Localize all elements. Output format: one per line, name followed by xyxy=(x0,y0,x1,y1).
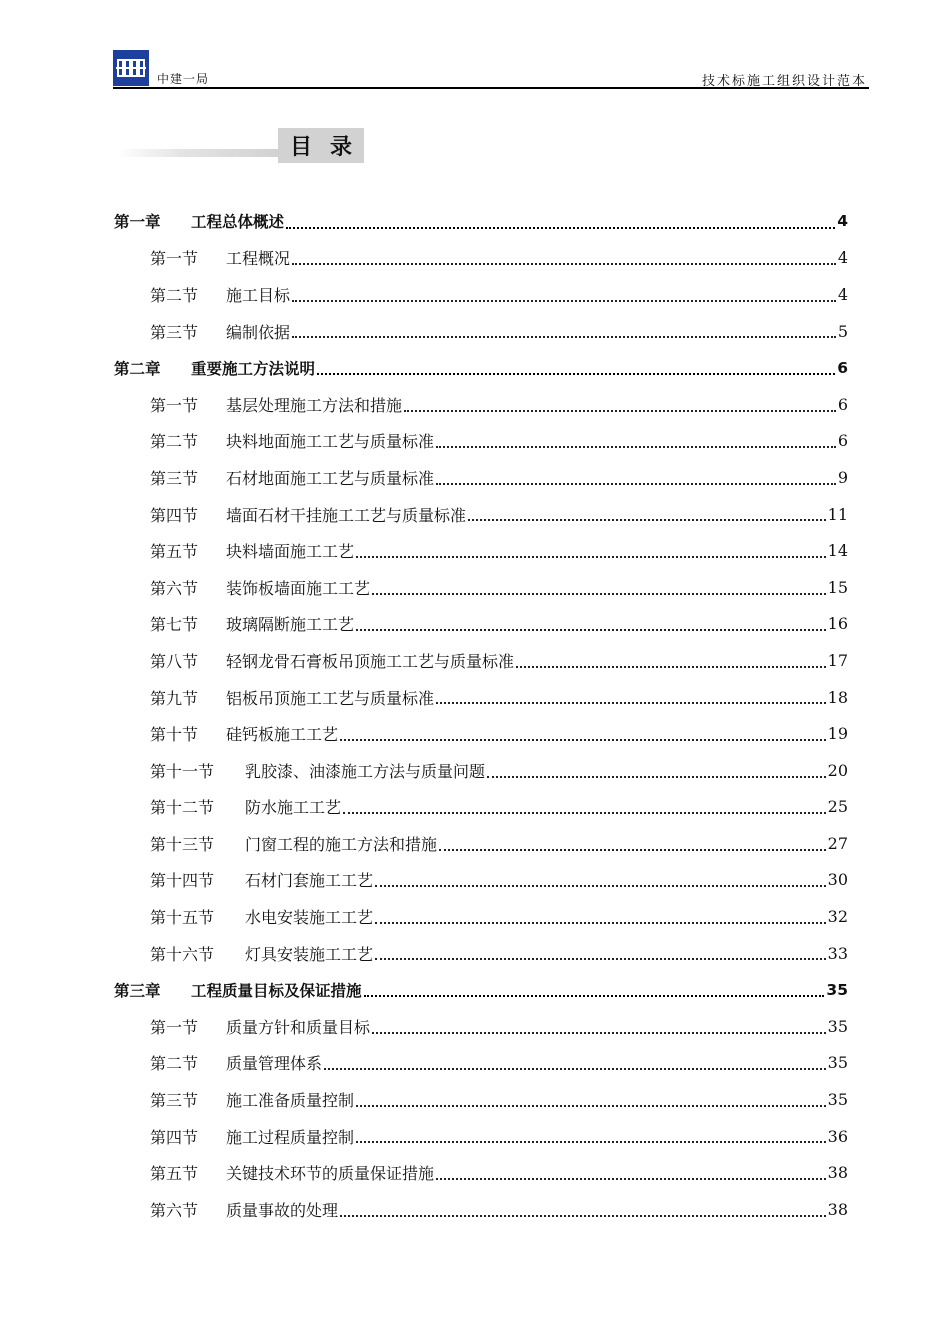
company-logo xyxy=(113,50,149,86)
toc-page-number: 35 xyxy=(827,1090,848,1110)
toc-page-number: 35 xyxy=(827,1016,848,1036)
toc-entry-title: 铝板吊顶施工工艺与质量标准 xyxy=(226,688,435,708)
toc-page-number: 4 xyxy=(837,212,848,231)
toc-entry-number: 第一章 xyxy=(114,213,161,232)
toc-dot-leader xyxy=(356,1140,826,1143)
toc-entry-title: 灯具安装施工工艺 xyxy=(245,944,374,964)
toc-entry-number: 第四节 xyxy=(150,1127,199,1147)
toc-chapter-entry[interactable] xyxy=(114,971,848,1008)
toc-section-entry[interactable] xyxy=(114,423,848,460)
toc-page-number: 9 xyxy=(837,467,848,487)
toc-dot-leader xyxy=(292,299,836,302)
toc-page-number: 14 xyxy=(827,541,848,561)
toc-dot-leader xyxy=(404,409,836,412)
toc-dot-leader xyxy=(439,848,826,851)
document-title: 技术标施工组织设计范本 xyxy=(701,74,867,89)
toc-page-number: 5 xyxy=(837,321,848,341)
toc-dot-leader xyxy=(372,592,826,595)
toc-section-entry[interactable] xyxy=(114,679,848,716)
toc-dot-leader xyxy=(356,555,826,558)
toc-dot-leader xyxy=(436,1177,826,1180)
toc-dot-leader xyxy=(324,1067,826,1070)
toc-entry-number: 第一节 xyxy=(150,249,199,269)
toc-section-entry[interactable] xyxy=(114,1008,848,1045)
toc-entry-title: 重要施工方法说明 xyxy=(191,359,316,378)
toc-page-number: 32 xyxy=(827,907,848,927)
page-header xyxy=(113,50,869,90)
toc-entry-number: 第一节 xyxy=(150,395,199,415)
toc-dot-leader xyxy=(340,738,826,741)
header-rule xyxy=(113,87,869,89)
toc-page-number: 38 xyxy=(827,1199,848,1219)
toc-page-number: 17 xyxy=(827,650,848,670)
toc-entry-title: 工程质量目标及保证措施 xyxy=(191,981,362,1000)
toc-entry-title: 装饰板墙面施工工艺 xyxy=(226,578,371,598)
table-of-contents xyxy=(114,203,848,1228)
toc-entry-title: 轻钢龙骨石膏板吊顶施工工艺与质量标准 xyxy=(226,651,515,671)
toc-section-entry[interactable] xyxy=(114,569,848,606)
toc-entry-title: 工程总体概述 xyxy=(191,213,285,232)
toc-entry-title: 乳胶漆、油漆施工方法与质量问题 xyxy=(245,761,486,781)
toc-heading-bar xyxy=(116,149,278,157)
toc-dot-leader xyxy=(343,811,826,814)
toc-section-entry[interactable] xyxy=(114,276,848,313)
toc-section-entry[interactable] xyxy=(114,606,848,643)
toc-entry-number: 第三节 xyxy=(150,468,199,488)
toc-entry-number: 第十一节 xyxy=(150,761,215,781)
toc-entry-number: 第二节 xyxy=(150,1054,199,1074)
toc-entry-number: 第五节 xyxy=(150,1164,199,1184)
toc-entry-title: 关键技术环节的质量保证措施 xyxy=(226,1164,435,1184)
toc-page-number: 27 xyxy=(827,833,848,853)
toc-heading-box xyxy=(278,128,370,163)
toc-dot-leader xyxy=(286,226,835,229)
toc-entry-title: 质量事故的处理 xyxy=(226,1200,339,1220)
toc-dot-leader xyxy=(375,921,826,924)
toc-page-number: 6 xyxy=(837,358,848,377)
toc-entry-title: 施工目标 xyxy=(226,285,291,305)
toc-page-number: 38 xyxy=(827,1163,848,1183)
toc-entry-number: 第三章 xyxy=(114,981,161,1000)
toc-entry-number: 第七节 xyxy=(150,615,199,635)
toc-section-entry[interactable] xyxy=(114,825,848,862)
toc-page-number: 36 xyxy=(827,1126,848,1146)
toc-section-entry[interactable] xyxy=(114,386,848,423)
toc-section-entry[interactable] xyxy=(114,496,848,533)
toc-dot-leader xyxy=(436,482,836,485)
toc-chapter-entry[interactable] xyxy=(114,349,848,386)
toc-entry-number: 第十四节 xyxy=(150,871,215,891)
toc-entry-number: 第三节 xyxy=(150,1091,199,1111)
toc-dot-leader xyxy=(364,994,825,997)
toc-entry-title: 质量方针和质量目标 xyxy=(226,1017,371,1037)
toc-dot-leader xyxy=(292,335,836,338)
toc-section-entry[interactable] xyxy=(114,752,848,789)
toc-section-entry[interactable] xyxy=(114,240,848,277)
toc-entry-title: 块料地面施工工艺与质量标准 xyxy=(226,432,435,452)
toc-entry-number: 第六节 xyxy=(150,1200,199,1220)
toc-entry-number: 第二节 xyxy=(150,432,199,452)
toc-dot-leader xyxy=(468,518,826,521)
toc-section-entry[interactable] xyxy=(114,1191,848,1228)
toc-section-entry[interactable] xyxy=(114,1081,848,1118)
toc-heading: 目录 xyxy=(289,135,370,160)
toc-entry-title: 墙面石材干挂施工工艺与质量标准 xyxy=(226,505,467,525)
toc-page-number: 18 xyxy=(827,687,848,707)
toc-entry-title: 质量管理体系 xyxy=(226,1054,323,1074)
toc-dot-leader xyxy=(436,445,836,448)
cscec-logo-icon xyxy=(116,57,146,79)
toc-page-number: 16 xyxy=(827,614,848,634)
toc-page-number: 19 xyxy=(827,724,848,744)
toc-entry-number: 第十六节 xyxy=(150,944,215,964)
toc-section-entry[interactable] xyxy=(114,459,848,496)
toc-dot-leader xyxy=(375,884,826,887)
toc-entry-number: 第六节 xyxy=(150,578,199,598)
toc-page-number: 6 xyxy=(837,394,848,414)
toc-section-entry[interactable] xyxy=(114,715,848,752)
toc-section-entry[interactable] xyxy=(114,1045,848,1082)
toc-page-number: 4 xyxy=(837,248,848,268)
toc-entry-number: 第五节 xyxy=(150,542,199,562)
toc-entry-title: 工程概况 xyxy=(226,249,291,269)
toc-page-number: 11 xyxy=(827,504,848,524)
toc-section-entry[interactable] xyxy=(114,1154,848,1191)
toc-dot-leader xyxy=(372,1031,826,1034)
toc-section-entry[interactable] xyxy=(114,642,848,679)
toc-dot-leader xyxy=(317,372,835,375)
toc-page-number: 6 xyxy=(837,431,848,451)
toc-section-entry[interactable] xyxy=(114,789,848,826)
toc-entry-number: 第十二节 xyxy=(150,798,215,818)
toc-section-entry[interactable] xyxy=(114,898,848,935)
toc-entry-number: 第四节 xyxy=(150,505,199,525)
toc-dot-leader xyxy=(375,957,826,960)
toc-entry-title: 施工过程质量控制 xyxy=(226,1127,355,1147)
toc-chapter-entry[interactable] xyxy=(114,203,848,240)
toc-entry-number: 第十三节 xyxy=(150,834,215,854)
toc-section-entry[interactable] xyxy=(114,935,848,972)
toc-section-entry[interactable] xyxy=(114,1118,848,1155)
toc-entry-title: 门窗工程的施工方法和措施 xyxy=(245,834,438,854)
toc-dot-leader xyxy=(340,1214,826,1217)
toc-entry-title: 基层处理施工方法和措施 xyxy=(226,395,403,415)
toc-entry-title: 玻璃隔断施工工艺 xyxy=(226,615,355,635)
toc-entry-number: 第三节 xyxy=(150,322,199,342)
toc-page-number: 4 xyxy=(837,284,848,304)
toc-entry-title: 石材地面施工工艺与质量标准 xyxy=(226,468,435,488)
toc-entry-number: 第十节 xyxy=(150,725,199,745)
toc-entry-title: 块料墙面施工工艺 xyxy=(226,542,355,562)
toc-page-number: 15 xyxy=(827,577,848,597)
toc-section-entry[interactable] xyxy=(114,313,848,350)
toc-entry-number: 第二节 xyxy=(150,285,199,305)
toc-dot-leader xyxy=(436,701,826,704)
toc-entry-title: 施工准备质量控制 xyxy=(226,1091,355,1111)
toc-entry-number: 第一节 xyxy=(150,1017,199,1037)
toc-page-number: 25 xyxy=(827,797,848,817)
toc-entry-number: 第九节 xyxy=(150,688,199,708)
toc-dot-leader xyxy=(356,1104,826,1107)
toc-section-entry[interactable] xyxy=(114,862,848,899)
toc-dot-leader xyxy=(292,262,836,265)
toc-entry-number: 第八节 xyxy=(150,651,199,671)
toc-entry-title: 石材门套施工工艺 xyxy=(245,871,374,891)
toc-entry-title: 防水施工工艺 xyxy=(245,798,342,818)
toc-dot-leader xyxy=(487,775,826,778)
toc-entry-title: 水电安装施工工艺 xyxy=(245,908,374,928)
toc-dot-leader xyxy=(356,628,826,631)
toc-page-number: 35 xyxy=(827,1053,848,1073)
toc-page-number: 20 xyxy=(827,760,848,780)
org-name: 中建一局 xyxy=(157,72,210,86)
toc-page-number: 33 xyxy=(827,943,848,963)
toc-page-number: 35 xyxy=(826,980,848,999)
toc-entry-number: 第二章 xyxy=(114,359,161,378)
toc-entry-number: 第十五节 xyxy=(150,908,215,928)
toc-entry-title: 编制依据 xyxy=(226,322,291,342)
toc-section-entry[interactable] xyxy=(114,532,848,569)
toc-page-number: 30 xyxy=(827,870,848,890)
toc-dot-leader xyxy=(516,665,826,668)
toc-entry-title: 硅钙板施工工艺 xyxy=(226,725,339,745)
